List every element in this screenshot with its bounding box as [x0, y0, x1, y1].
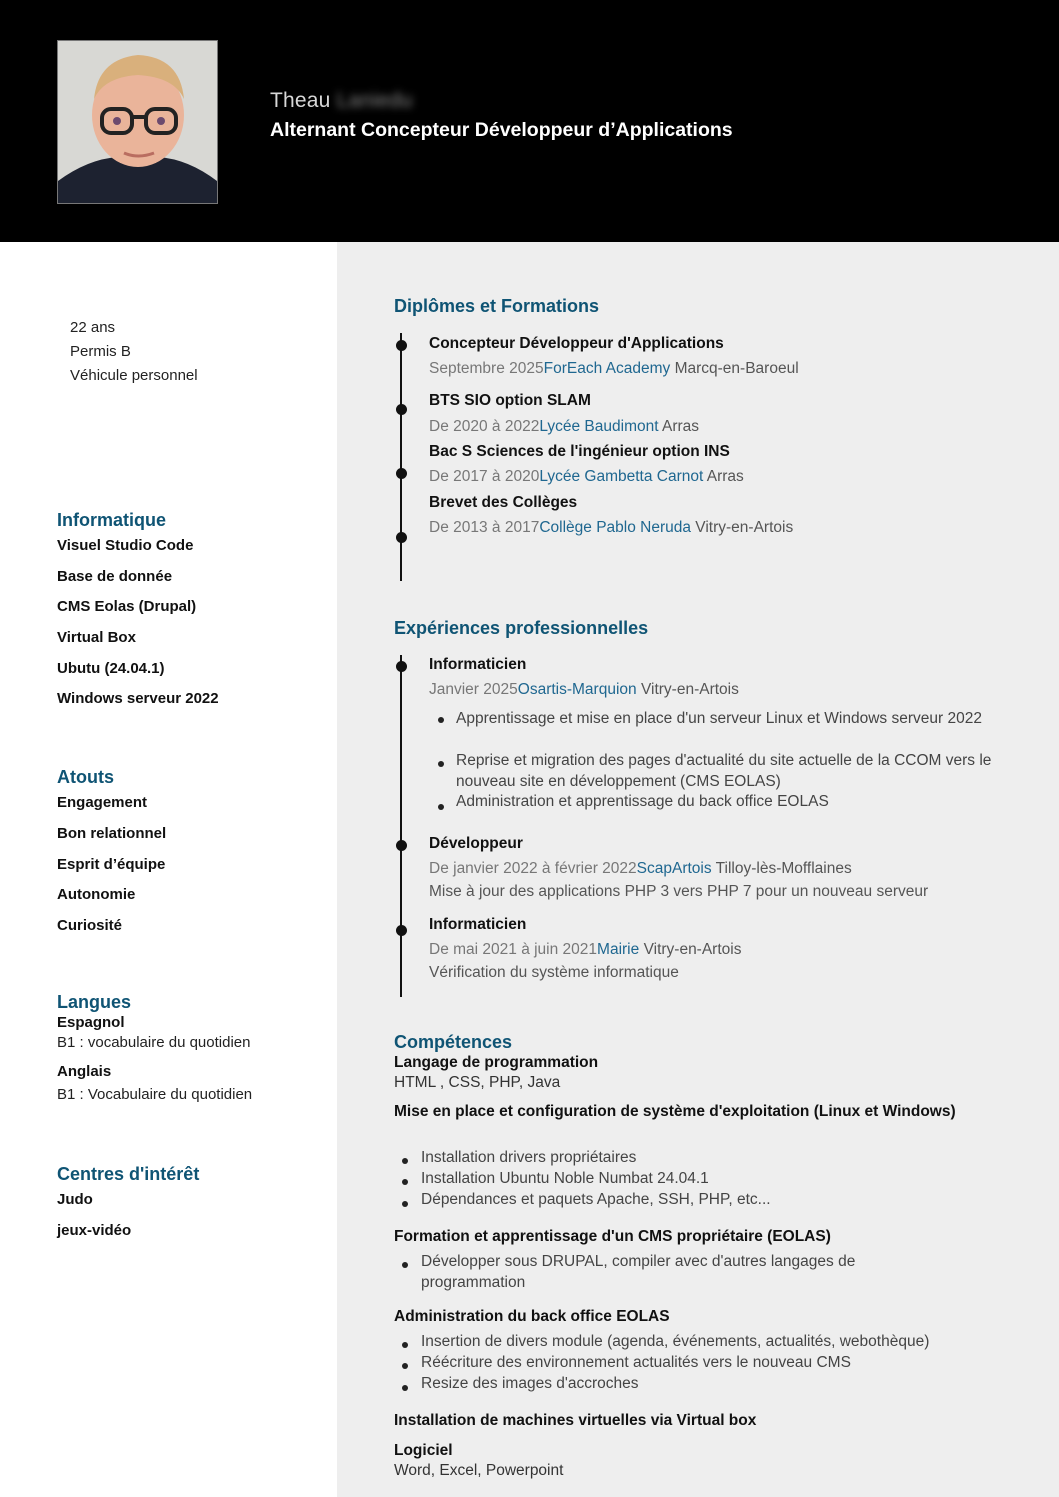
full-name: [270, 89, 413, 113]
first-name: Theau: [270, 89, 331, 112]
experience-org: Osartis-Marquion: [517, 681, 637, 698]
informatique-item: Ubutu (24.04.1): [57, 660, 165, 677]
job-title: Alternant Concepteur Développeur d’Applications: [270, 119, 733, 141]
diplome-date: De 2017 à 2020: [429, 468, 540, 485]
competence-os-bullet: Installation drivers propriétaires: [421, 1149, 637, 1166]
competence-os-bullet: Installation Ubuntu Noble Numbat 24.04.1: [421, 1170, 709, 1187]
competence-os-title: Mise en place et configuration de système d'exploitation (Linux et Windows): [394, 1103, 956, 1120]
competence-admin-title: Administration du back office EOLAS: [394, 1308, 670, 1325]
bullet-dot: [402, 1363, 408, 1369]
timeline-dot: [396, 840, 407, 851]
informatique-item: Windows serveur 2022: [57, 690, 219, 707]
atouts-title: Atouts: [57, 767, 114, 787]
experience-bullet: Administration et apprentissage du back office EOLAS: [456, 793, 829, 810]
bullet-dot: [402, 1342, 408, 1348]
diplome-org: Lycée Baudimont: [539, 418, 659, 435]
diplome-title: BTS SIO option SLAM: [429, 392, 591, 409]
interet-item: jeux-vidéo: [57, 1222, 132, 1239]
atouts-item: Bon relationnel: [57, 825, 167, 842]
diplome-org: Lycée Gambetta Carnot: [539, 468, 704, 485]
timeline-dot: [396, 661, 407, 672]
competence-cms-bullet: Développer sous DRUPAL, compiler avec d'autres langages de programmation: [421, 1253, 856, 1291]
langue-level: B1 : Vocabulaire du quotidien: [57, 1086, 253, 1103]
timeline-dot: [396, 468, 407, 479]
diplome-info: [429, 360, 799, 378]
langue-level: B1 : vocabulaire du quotidien: [57, 1034, 251, 1051]
experience-title: Développeur: [429, 835, 523, 852]
diplome-org: Collège Pablo Neruda: [539, 519, 691, 536]
competence-os-bullet: Dépendances et paquets Apache, SSH, PHP, etc...: [421, 1191, 771, 1208]
competence-cms-title: Formation et apprentissage d'un CMS propriétaire (EOLAS): [394, 1228, 831, 1245]
langues-title: Langues: [57, 992, 132, 1012]
interet-item: Judo: [57, 1191, 93, 1208]
timeline-dot: [396, 340, 407, 351]
experience-date: De mai 2021 à juin 2021: [429, 941, 598, 958]
bullet-dot: [438, 761, 444, 767]
informatique-item: CMS Eolas (Drupal): [57, 598, 197, 615]
experience-bullet: Apprentissage et mise en place d'un serveur Linux et Windows serveur 2022: [456, 710, 982, 727]
competence-admin-bullet: Resize des images d'accroches: [421, 1375, 639, 1392]
competence-admin-bullet: Insertion de divers module (agenda, événements, actualités, webothèque): [421, 1333, 930, 1350]
experience-info: [429, 941, 741, 959]
experience-info: [429, 860, 852, 878]
bullet-dot: [402, 1262, 408, 1268]
diplome-info: [429, 418, 699, 436]
timeline-dot: [396, 404, 407, 415]
informatique-title: Informatique: [57, 510, 167, 530]
diplome-location: Vitry-en-Artois: [695, 519, 794, 536]
atouts-item: Engagement: [57, 794, 148, 811]
personal-vehicle: Véhicule personnel: [70, 367, 198, 384]
atouts-item: Autonomie: [57, 886, 136, 903]
competence-logiciel-text: Word, Excel, Powerpoint: [394, 1462, 564, 1479]
interets-title: Centres d'intérêt: [57, 1164, 200, 1184]
experience-title: Informaticien: [429, 656, 527, 673]
bullet-dot: [438, 804, 444, 810]
competence-logiciel-title: Logiciel: [394, 1442, 453, 1459]
diplome-info: [429, 519, 793, 537]
competence-vm-title: Installation de machines virtuelles via Virtual box: [394, 1412, 757, 1429]
diplome-location: Arras: [706, 468, 744, 485]
personal-age: 22 ans: [70, 319, 116, 336]
experience-location: Vitry-en-Artois: [640, 681, 739, 698]
experiences-title: Expériences professionnelles: [394, 618, 649, 638]
bullet-dot: [402, 1201, 408, 1207]
competence-langage-text: HTML , CSS, PHP, Java: [394, 1074, 561, 1091]
experience-info: [429, 681, 739, 699]
experience-location: Tilloy-lès-Mofflaines: [715, 860, 852, 877]
informatique-item: Visuel Studio Code: [57, 537, 194, 554]
competence-langage-title: Langage de programmation: [394, 1054, 599, 1071]
experience-date: Janvier 2025: [429, 681, 518, 698]
experience-date: De janvier 2022 à février 2022: [429, 860, 637, 877]
bullet-dot: [438, 717, 444, 723]
experience-org: ScapArtois: [636, 860, 712, 877]
experience-bullet: Reprise et migration des pages d'actualité du site actuelle de la CCOM vers le nouveau site en développement (CMS EOLAS): [456, 752, 992, 790]
experience-org: Mairie: [597, 941, 640, 958]
atouts-item: Esprit d’équipe: [57, 856, 166, 873]
diplome-location: Arras: [661, 418, 700, 435]
diplome-title: Concepteur Développeur d'Applications: [429, 335, 724, 352]
langue-name: Espagnol: [57, 1014, 125, 1031]
experience-description: Mise à jour des applications PHP 3 vers PHP 7 pour un nouveau serveur: [429, 883, 929, 900]
experience-description: Vérification du système informatique: [429, 964, 679, 981]
diplome-title: Brevet des Collèges: [429, 494, 578, 511]
timeline-dot: [396, 532, 407, 543]
diplomes-timeline: [400, 333, 402, 581]
diplome-date: De 2013 à 2017: [429, 519, 540, 536]
diplome-info: [429, 468, 744, 486]
header-banner: [0, 0, 1059, 242]
profile-photo: [57, 40, 218, 204]
diplome-org: ForEach Academy: [543, 360, 671, 377]
bullet-dot: [402, 1179, 408, 1185]
langue-name: Anglais: [57, 1063, 112, 1080]
informatique-item: Base de donnée: [57, 568, 173, 585]
competences-title: Compétences: [394, 1032, 513, 1052]
experiences-timeline: [400, 655, 402, 997]
bullet-dot: [402, 1385, 408, 1391]
diplome-title: Bac S Sciences de l'ingénieur option INS: [429, 443, 730, 460]
last-name-blurred: Laniedu: [336, 89, 413, 112]
timeline-dot: [396, 925, 407, 936]
experience-title: Informaticien: [429, 916, 527, 933]
bullet-dot: [402, 1158, 408, 1164]
experience-location: Vitry-en-Artois: [643, 941, 742, 958]
atouts-item: Curiosité: [57, 917, 123, 934]
informatique-item: Virtual Box: [57, 629, 136, 646]
diplome-date: De 2020 à 2022: [429, 418, 540, 435]
personal-license: Permis B: [70, 343, 131, 360]
diplomes-title: Diplômes et Formations: [394, 296, 600, 316]
diplome-location: Marcq-en-Baroeul: [674, 360, 799, 377]
competence-admin-bullet: Réécriture des environnement actualités vers le nouveau CMS: [421, 1354, 851, 1371]
diplome-date: Septembre 2025: [429, 360, 544, 377]
